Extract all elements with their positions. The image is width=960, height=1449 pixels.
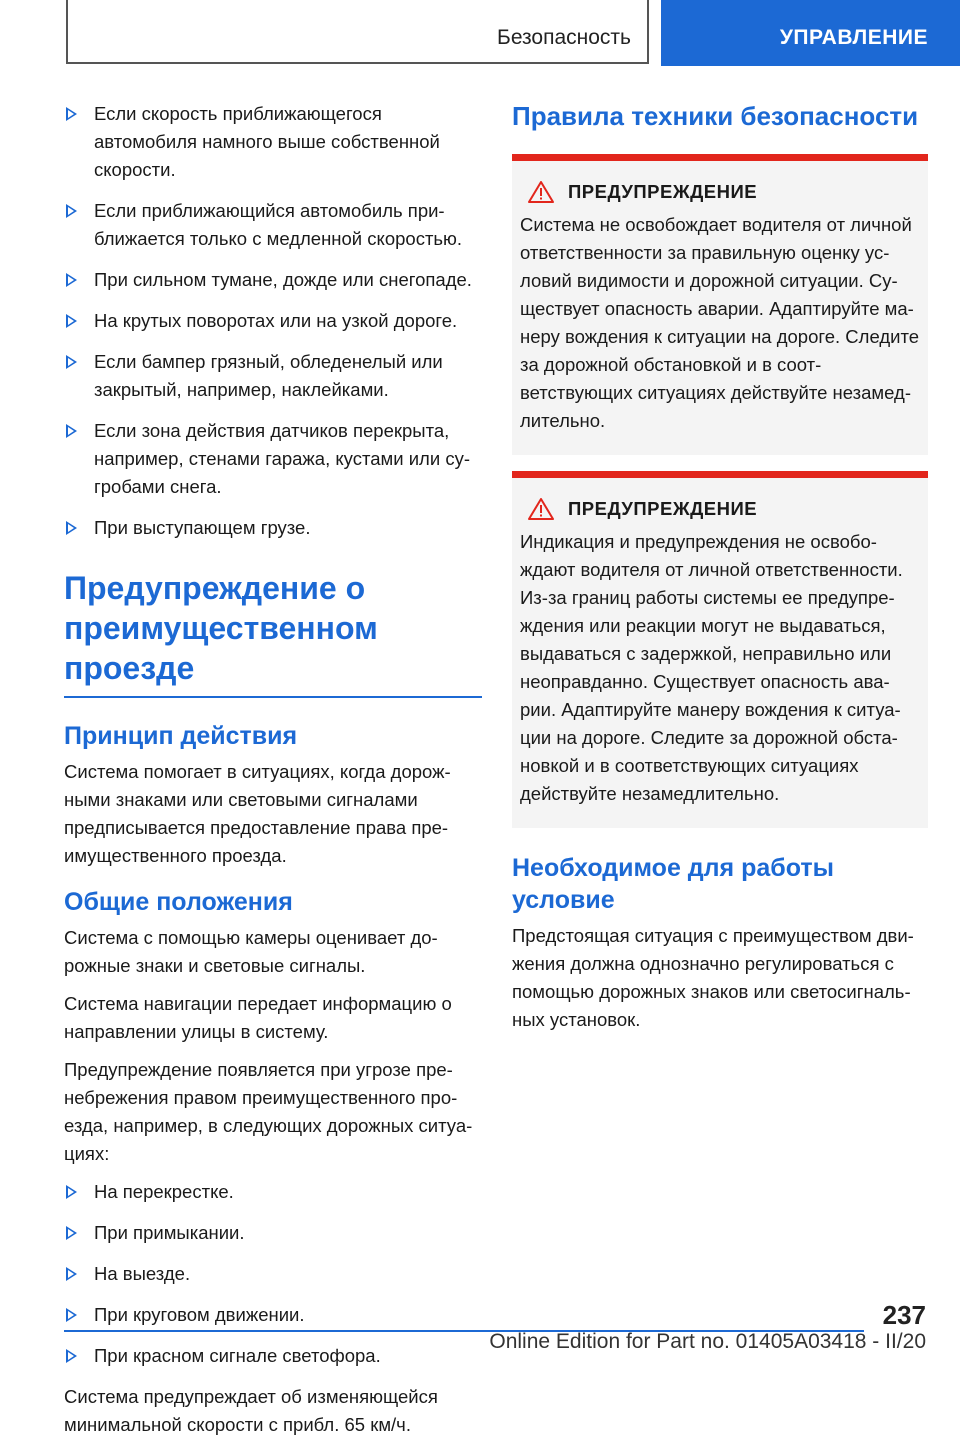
list-item-text: При выступающем грузе. xyxy=(94,517,311,538)
warning-box-1 xyxy=(512,154,928,455)
list-item-text: Если бампер грязный, обледенелый или закрытый, например, наклейками. xyxy=(94,351,443,400)
bullet-arrow-icon xyxy=(66,314,77,328)
list-item xyxy=(64,417,482,501)
warning-triangle-icon xyxy=(528,498,554,520)
limitations-list xyxy=(64,100,482,542)
list-item xyxy=(64,1178,482,1206)
condition-heading: Необходимое для работы условие xyxy=(512,854,834,914)
list-item-text: На крутых поворотах или на узкой дороге. xyxy=(94,310,458,331)
list-item xyxy=(64,100,482,184)
right-column xyxy=(512,100,928,1044)
main-heading: Предупреждение о преимущественном проезде xyxy=(64,570,378,686)
heading-rule xyxy=(64,696,482,698)
principle-text: Система помогает в ситуациях, когда дорож-ными знаками или световыми сигналами предписывается предоставление права пре-имущественного проезда. xyxy=(64,761,451,866)
general-paragraph-3: Предупреждение появляется при угрозе пре-небрежения правом преимущественного про-езда, например, в следующих дорожных ситуа-циях: xyxy=(64,1059,473,1164)
bullet-arrow-icon xyxy=(66,424,77,438)
general-heading: Общие положения xyxy=(64,888,293,916)
bullet-arrow-icon xyxy=(66,521,77,535)
bullet-arrow-icon xyxy=(66,1308,77,1322)
list-item xyxy=(64,1260,482,1288)
list-item xyxy=(64,348,482,404)
header-section-box xyxy=(66,0,649,64)
list-item-text: При примыкании. xyxy=(94,1222,245,1243)
warning-text-2: Индикация и предупреждения не освобо-ждают водителя от личной ответственности. Из-за границ работы системы ее предупре-ждения или реакции могут не выдаваться, выдаваться с задержкой, неправильно или неоправданно. Существует опасность ава-рии. Адаптируйте манеру вождения к ситуа-ции на дороге. Следите за дорожной обста-новкой и в соответствующих ситуациях действуйте незамедлительно. xyxy=(520,531,903,804)
left-column xyxy=(64,100,482,1449)
list-item-text: При круговом движении. xyxy=(94,1304,305,1325)
closing-text: Система предупреждает об изменяющейся минимальной скорости с прибл. 65 км/ч. xyxy=(64,1386,438,1435)
page-number: 237 xyxy=(882,1300,926,1330)
bullet-arrow-icon xyxy=(66,355,77,369)
warning-title-2: ПРЕДУПРЕЖДЕНИЕ xyxy=(568,498,758,519)
list-item xyxy=(64,1219,482,1247)
header-chapter-tab[interactable] xyxy=(661,0,960,66)
warning-box-2 xyxy=(512,471,928,828)
list-item-text: Если приближающийся автомобиль при-ближается только с медленной скоростью. xyxy=(94,200,463,249)
list-item xyxy=(64,197,482,253)
list-item-text: На выезде. xyxy=(94,1263,191,1284)
bullet-arrow-icon xyxy=(66,273,77,287)
bullet-arrow-icon xyxy=(66,204,77,218)
safety-heading: Правила техники безопасности xyxy=(512,101,919,131)
condition-text: Предстоящая ситуация с преимуществом дви-жения должна однозначно регулироваться с помощью дорожных знаков или светосигналь-ных установок. xyxy=(512,925,914,1030)
warning-text-1: Система не освобождает водителя от личной ответственности за правильную оценку ус-ловий видимости и дорожной ситуации. Су-ществует опасность аварии. Адаптируйте ма-неру вождения к ситуации на дороге. Следите за дорожной обстановкой и в соот-ветствующих ситуациях действуйте незамед-лительно. xyxy=(520,214,920,431)
bullet-arrow-icon xyxy=(66,107,77,121)
footer-edition: Online Edition for Part no. 01405A03418 - II/20 xyxy=(489,1330,926,1353)
list-item-text: Если зона действия датчиков перекрыта, например, стенами гаража, кустами или су-гробами снега. xyxy=(94,420,470,497)
header-section-title: Безопасность xyxy=(497,26,631,49)
list-item xyxy=(64,514,482,542)
bullet-arrow-icon xyxy=(66,1185,77,1199)
general-paragraph-1: Система с помощью камеры оценивает до-рожные знаки и световые сигналы. xyxy=(64,927,438,976)
bullet-arrow-icon xyxy=(66,1267,77,1281)
list-item-text: При красном сигнале светофора. xyxy=(94,1345,381,1366)
list-item-text: Если скорость приближающегося автомобиля намного выше собственной скорости. xyxy=(94,103,440,180)
list-item-text: При сильном тумане, дожде или снегопаде. xyxy=(94,269,472,290)
general-paragraph-2: Система навигации передает информацию о направлении улицы в систему. xyxy=(64,993,452,1042)
bullet-arrow-icon xyxy=(66,1226,77,1240)
list-item-text: На перекрестке. xyxy=(94,1181,234,1202)
list-item xyxy=(64,1301,482,1329)
list-item xyxy=(64,266,482,294)
warning-title-1: ПРЕДУПРЕЖДЕНИЕ xyxy=(568,181,758,202)
list-item xyxy=(64,307,482,335)
principle-heading: Принцип действия xyxy=(64,722,298,750)
warning-triangle-icon xyxy=(528,181,554,203)
header-chapter-title: УПРАВЛЕНИЕ xyxy=(779,26,928,49)
